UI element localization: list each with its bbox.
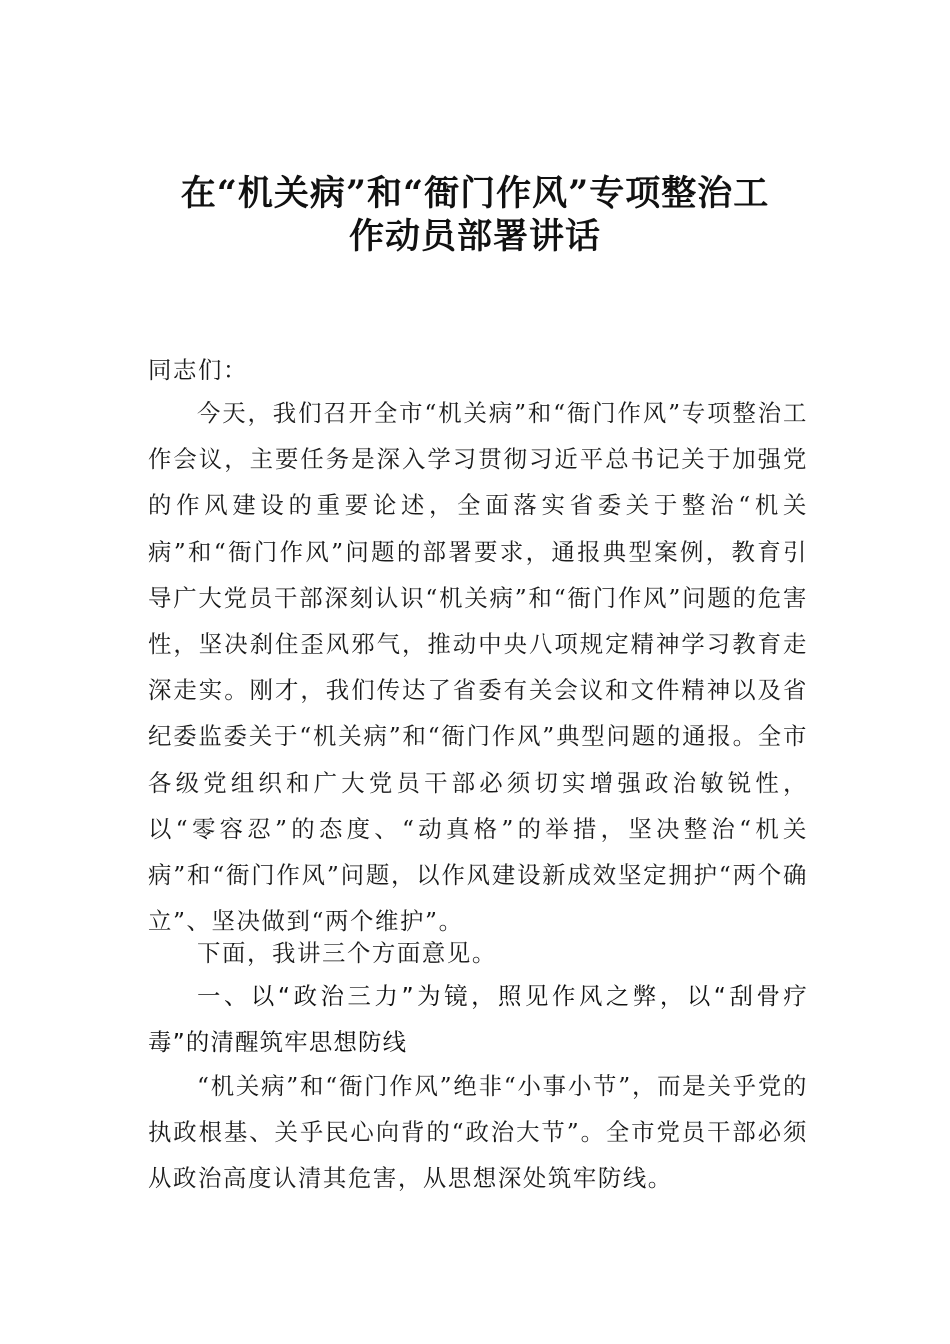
- opening-paragraph: 今天，我们召开全市“机关病”和“衙门作风”专项整治工作会议，主要任务是深入学习贯彻习近平总书记关于加强党的作风建设的重要论述，全面落实省委关于整治“机关病”和“衙门作风”问题的部署要求，通报典型案例，教育引导广大党员干部深刻认识“机关病”和“衙门作风”问题的危害性，坚决刹住歪风邪气，推动中央八项规定精神学习教育走深走实。刚才，我们传达了省委有关会议和文件精神以及省纪委监委关于“机关病”和“衙门作风”典型问题的通报。全市各级党组织和广大党员干部必须切实增强政治敏锐性，以“零容忍”的态度、“动真格”的举措，坚决整治“机关病”和“衙门作风”问题，以作风建设新成效坚定拥护“两个确立”、坚决做到“两个维护”。: [148, 399, 808, 936]
- document-title-line-2: 作动员部署讲话: [348, 216, 601, 257]
- outline-paragraph: 下面，我讲三个方面意见。: [197, 939, 497, 967]
- salutation: 同志们：: [148, 356, 248, 384]
- section-heading-1: 一、以“政治三力”为镜，照见作风之弊，以“刮骨疗毒”的清醒筑牢思想防线: [148, 982, 808, 1057]
- document-title-line-1: 在“机关病”和“衙门作风”专项整治工: [180, 173, 770, 214]
- section-1-paragraph: “机关病”和“衙门作风”绝非“小事小节”，而是关乎党的执政根基、关乎民心向背的“政治大节”。全市党员干部必须从政治高度认清其危害，从思想深处筑牢防线。: [148, 1072, 808, 1193]
